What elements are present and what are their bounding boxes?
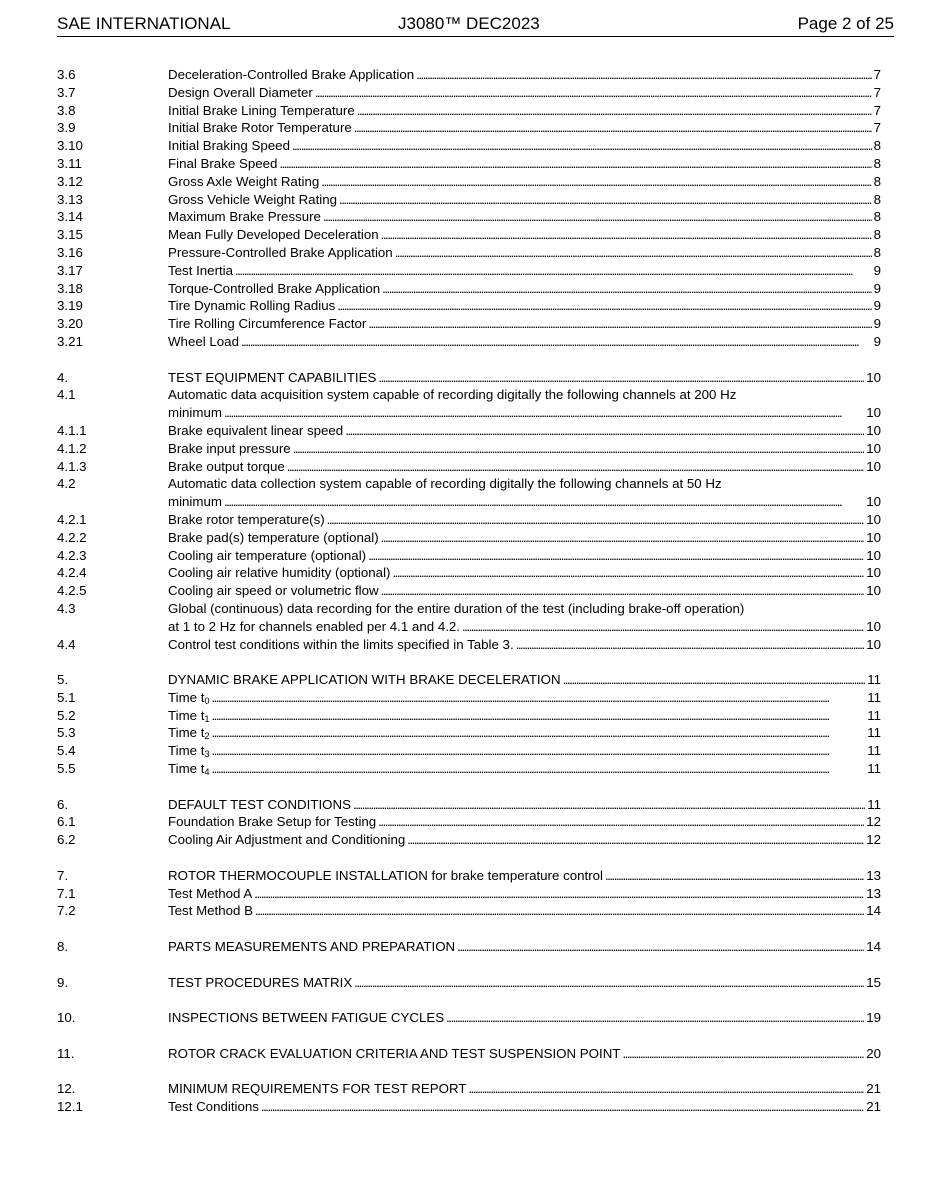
table-of-contents [57,66,881,1116]
toc-entry[interactable] [57,1045,881,1063]
dot-leader [315,84,872,102]
toc-entry-number: 5.3 [57,725,76,741]
toc-entry[interactable] [57,191,881,209]
toc-entry-page: 11 [867,796,881,812]
toc-entry-page: 7 [873,67,881,82]
dot-leader [211,707,865,725]
toc-entry-title: Brake equivalent linear speed [168,422,344,438]
section-spacer [57,653,881,671]
toc-entry-page: 10 [866,440,881,456]
toc-entry-page: 7 [873,84,881,100]
toc-entry-title: ROTOR CRACK EVALUATION CRITERIA AND TEST SUSPENSION POINT [168,1045,621,1061]
section-spacer [57,849,881,867]
toc-entry-number: 3.12 [57,173,83,189]
toc-entry-title: Gross Axle Weight Rating [168,173,320,189]
dot-leader [392,564,864,582]
toc-entry[interactable] [57,440,881,458]
toc-entry-number: 3.21 [57,333,83,349]
toc-entry[interactable] [57,724,881,742]
dot-leader [279,155,871,173]
toc-entry-number: 3.18 [57,280,83,296]
toc-entry-number: 3.15 [57,227,83,243]
toc-entry-page: 10 [866,422,881,438]
toc-entry-number: 3.14 [57,209,83,225]
toc-entry-number: 5.1 [57,689,76,705]
toc-entry-page: 10 [866,565,881,581]
toc-entry-number: 12.1 [57,1099,83,1115]
toc-entry-title: Automatic data collection system capable of recording digitally the following channels at 50 Hz [168,476,722,492]
toc-entry-number: 6.2 [57,832,76,848]
dot-leader [462,618,864,636]
dot-leader [235,262,872,280]
dot-leader [293,440,865,458]
toc-entry-subscript: 3 [204,749,210,760]
toc-entry[interactable] [57,386,881,422]
toc-entry-number: 5.4 [57,743,76,759]
toc-entry-title: Cooling Air Adjustment and Conditioning [168,832,406,848]
section-spacer [57,1063,881,1081]
toc-entry-title: INSPECTIONS BETWEEN FATIGUE CYCLES [168,1010,445,1026]
toc-entry-number: 4.2.2 [57,529,87,545]
toc-entry-page: 9 [873,333,881,349]
toc-entry-title: Time t [168,725,205,741]
toc-entry-page: 14 [866,903,881,919]
toc-entry-page: 11 [867,743,881,759]
toc-entry-subscript: 4 [204,767,210,778]
dot-leader [323,208,872,226]
toc-entry-page: 9 [873,262,881,278]
header-document-id: J3080™ DEC2023 [398,14,540,33]
dot-leader [287,458,864,476]
dot-leader [321,173,871,191]
toc-entry-number: 4.1.2 [57,440,87,456]
toc-entry-number: 3.16 [57,244,83,260]
toc-entry-title: Test Method A [168,885,253,901]
toc-entry-number: 3.20 [57,316,83,332]
dot-leader [357,102,872,120]
toc-entry-number: 4.1.1 [57,422,87,438]
toc-entry[interactable] [57,813,881,831]
dot-leader [241,333,872,351]
dot-leader [381,582,865,600]
toc-entry-title: TEST EQUIPMENT CAPABILITIES [168,369,377,385]
toc-entry-title: Design Overall Diameter [168,84,313,100]
dot-leader [457,938,864,956]
toc-entry[interactable] [57,155,881,173]
toc-entry[interactable] [57,369,881,387]
toc-entry-number: 4.1 [57,387,76,403]
toc-entry-page: 8 [873,191,881,207]
toc-entry-page: 10 [866,369,881,385]
toc-entry-number: 3.9 [57,120,76,136]
toc-entry-number: 4.4 [57,636,76,652]
toc-entry[interactable] [57,938,881,956]
header-organization: SAE INTERNATIONAL [57,14,231,33]
toc-entry-number: 3.7 [57,84,76,100]
toc-entry-page: 11 [867,725,881,741]
toc-entry-page: 14 [866,939,881,955]
toc-entry-title: Tire Dynamic Rolling Radius [168,298,336,314]
section-spacer [57,991,881,1009]
toc-entry-subscript: 1 [204,713,210,724]
toc-entry[interactable] [57,458,881,476]
toc-entry[interactable] [57,600,881,636]
toc-entry[interactable] [57,902,881,920]
toc-entry-title: Torque-Controlled Brake Application [168,280,381,296]
dot-leader [255,902,864,920]
toc-entry-page: 8 [873,155,881,171]
toc-entry-page: 10 [866,405,881,421]
toc-entry-title: Brake output torque [168,458,285,474]
toc-entry-page: 19 [866,1010,881,1026]
dot-leader [211,760,865,778]
dot-leader [211,689,865,707]
toc-entry[interactable] [57,707,881,725]
dot-leader [354,974,864,992]
toc-entry-title: Final Brake Speed [168,155,278,171]
toc-entry-page: 10 [866,511,881,527]
toc-entry[interactable] [57,636,881,654]
dot-leader [254,885,864,903]
toc-entry-page: 10 [866,547,881,563]
toc-entry[interactable] [57,742,881,760]
toc-entry-number: 4. [57,369,69,385]
toc-entry-number: 6.1 [57,814,76,830]
toc-entry-title-continued: minimum [168,405,222,421]
dot-leader [211,742,865,760]
toc-entry-page: 12 [866,814,881,830]
toc-entry-page: 10 [866,583,881,599]
toc-entry-number: 3.6 [57,67,76,82]
dot-leader [395,244,872,262]
toc-entry-title: Initial Braking Speed [168,138,290,154]
toc-entry-number: 3.13 [57,191,83,207]
dot-leader [339,191,872,209]
dot-leader [516,636,865,654]
toc-entry-page: 8 [873,227,881,243]
toc-entry[interactable] [57,102,881,120]
toc-entry-page: 12 [866,832,881,848]
toc-entry[interactable] [57,974,881,992]
toc-entry-page: 11 [867,672,881,688]
toc-entry[interactable] [57,796,881,814]
toc-entry-title: DEFAULT TEST CONDITIONS [168,796,351,812]
toc-entry[interactable] [57,689,881,707]
toc-entry-number: 4.2.3 [57,547,87,563]
dot-leader [381,529,865,547]
toc-entry-title: Brake input pressure [168,440,291,456]
toc-entry[interactable] [57,208,881,226]
toc-entry-page: 20 [866,1045,881,1061]
toc-entry-number: 11. [57,1045,75,1061]
toc-entry-number: 7.2 [57,903,76,919]
toc-entry[interactable] [57,137,881,155]
dot-leader [353,796,865,814]
dot-leader [224,404,864,422]
toc-entry[interactable] [57,280,881,298]
dot-leader [211,724,865,742]
toc-entry[interactable] [57,831,881,849]
toc-entry-page: 8 [873,244,881,260]
section-spacer [57,920,881,938]
toc-entry-number: 3.8 [57,102,76,118]
toc-entry-title: Initial Brake Lining Temperature [168,102,355,118]
dot-leader [381,226,872,244]
toc-entry-title: Gross Vehicle Weight Rating [168,191,338,207]
toc-entry-number: 5.5 [57,761,76,777]
toc-entry-page: 13 [866,867,881,883]
toc-entry-number: 3.19 [57,298,83,314]
toc-entry-page: 9 [873,298,881,314]
toc-entry-page: 11 [867,761,881,777]
toc-entry-number: 7. [57,867,69,883]
toc-entry-title: Mean Fully Developed Deceleration [168,227,379,243]
toc-entry-page: 10 [866,494,881,510]
toc-entry-title: Time t [168,743,205,759]
dot-leader [378,813,864,831]
toc-entry-page: 7 [873,102,881,118]
toc-entry-title: Brake pad(s) temperature (optional) [168,529,379,545]
toc-entry[interactable] [57,119,881,137]
toc-entry-title: TEST PROCEDURES MATRIX [168,974,353,990]
dot-leader [345,422,864,440]
toc-entry-number: 3.17 [57,262,83,278]
toc-entry-subscript: 0 [204,695,210,706]
toc-entry-page: 10 [866,458,881,474]
toc-entry[interactable] [57,1009,881,1027]
toc-entry[interactable] [57,760,881,778]
toc-entry-number: 4.2.5 [57,583,87,599]
toc-entry[interactable] [57,511,881,529]
toc-entry-page: 11 [867,707,881,723]
toc-entry[interactable] [57,297,881,315]
toc-entry-number: 3.10 [57,138,83,154]
toc-entry[interactable] [57,262,881,280]
section-spacer [57,351,881,369]
dot-leader [563,671,866,689]
toc-entry-title: Maximum Brake Pressure [168,209,321,225]
toc-entry-page: 21 [866,1099,881,1115]
toc-entry-title-continued: at 1 to 2 Hz for channels enabled per 4.1 and 4.2. [168,618,460,634]
dot-leader [468,1080,864,1098]
toc-entry-title: Control test conditions within the limits specified in Table 3. [168,636,514,652]
toc-entry-page: 21 [866,1081,881,1097]
dot-leader [382,280,871,298]
toc-entry[interactable] [57,475,881,511]
toc-entry[interactable] [57,671,881,689]
toc-entry-title: Cooling air speed or volumetric flow [168,583,379,599]
toc-entry-number: 8. [57,939,69,955]
toc-entry-title: Brake rotor temperature(s) [168,511,325,527]
toc-entry-subscript: 2 [204,731,210,742]
page-header [57,14,894,37]
toc-entry-title: PARTS MEASUREMENTS AND PREPARATION [168,939,456,955]
toc-entry-number: 4.2.1 [57,511,87,527]
toc-entry-page: 15 [866,974,881,990]
dot-leader [337,297,871,315]
toc-entry[interactable] [57,885,881,903]
toc-entry[interactable] [57,582,881,600]
toc-entry[interactable] [57,66,881,84]
toc-entry[interactable] [57,226,881,244]
toc-entry-title: Automatic data acquisition system capable of recording digitally the following channels at 200 Hz [168,387,737,403]
toc-entry-number: 4.3 [57,600,76,616]
dot-leader [261,1098,864,1116]
toc-entry[interactable] [57,867,881,885]
toc-entry[interactable] [57,173,881,191]
toc-entry-title: Foundation Brake Setup for Testing [168,814,377,830]
dot-leader [368,547,864,565]
toc-entry-title: Tire Rolling Circumference Factor [168,316,367,332]
toc-entry[interactable] [57,244,881,262]
toc-entry-title: Initial Brake Rotor Temperature [168,120,352,136]
section-spacer [57,956,881,974]
toc-entry-number: 3.11 [57,155,82,171]
toc-entry-title: Time t [168,689,205,705]
toc-entry-title: Test Method B [168,903,253,919]
dot-leader [354,119,872,137]
toc-entry-number: 5. [57,672,69,688]
dot-leader [605,867,864,885]
toc-entry-number: 10. [57,1010,76,1026]
toc-entry-title: Pressure-Controlled Brake Application [168,244,393,260]
section-spacer [57,778,881,796]
toc-entry-page: 10 [866,529,881,545]
toc-entry-number: 9. [57,974,69,990]
toc-entry-title: ROTOR THERMOCOUPLE INSTALLATION for brake temperature control [168,867,603,883]
toc-entry-title: Time t [168,707,205,723]
toc-entry-title: Wheel Load [168,333,239,349]
toc-entry-title: MINIMUM REQUIREMENTS FOR TEST REPORT [168,1081,467,1097]
toc-entry-page: 8 [873,138,881,154]
dot-leader [292,137,872,155]
toc-entry-number: 7.1 [57,885,76,901]
toc-entry[interactable] [57,564,881,582]
section-spacer [57,1027,881,1045]
toc-entry-number: 5.2 [57,707,76,723]
toc-entry-title: Test Inertia [168,262,234,278]
toc-entry-title: DYNAMIC BRAKE APPLICATION WITH BRAKE DECELERATION [168,672,561,688]
toc-entry[interactable] [57,84,881,102]
toc-entry[interactable] [57,315,881,333]
toc-entry-number: 12. [57,1081,76,1097]
toc-entry-number: 6. [57,796,69,812]
dot-leader [327,511,865,529]
toc-entry-number: 4.2 [57,476,76,492]
header-page-number: Page 2 of 25 [797,14,894,33]
toc-entry-page: 9 [873,280,881,296]
toc-entry-number: 4.1.3 [57,458,87,474]
toc-entry-title: Deceleration-Controlled Brake Application [168,67,415,82]
dot-leader [416,66,871,84]
dot-leader [378,369,864,387]
toc-entry-title-continued: minimum [168,494,222,510]
toc-entry-title: Test Conditions [168,1099,259,1115]
toc-entry-page: 7 [873,120,881,136]
dot-leader [622,1045,864,1063]
toc-entry[interactable] [57,547,881,565]
toc-entry[interactable] [57,1098,881,1116]
toc-entry-title: Cooling air relative humidity (optional) [168,565,391,581]
toc-entry[interactable] [57,1080,881,1098]
toc-entry[interactable] [57,422,881,440]
toc-entry[interactable] [57,529,881,547]
toc-entry-page: 10 [866,618,881,634]
toc-entry-page: 8 [873,173,881,189]
toc-entry-page: 8 [873,209,881,225]
toc-entry-page: 11 [867,689,881,705]
toc-entry-page: 9 [873,316,881,332]
toc-entry-title: Cooling air temperature (optional) [168,547,367,563]
toc-entry-number: 4.2.4 [57,565,87,581]
dot-leader [407,831,864,849]
dot-leader [446,1009,864,1027]
toc-entry-page: 13 [866,885,881,901]
toc-entry-page: 10 [866,636,881,652]
dot-leader [224,493,864,511]
toc-entry-title: Time t [168,761,205,777]
toc-entry-title: Global (continuous) data recording for the entire duration of the test (including brake-off operation) [168,600,745,616]
toc-entry[interactable] [57,333,881,351]
dot-leader [368,315,871,333]
